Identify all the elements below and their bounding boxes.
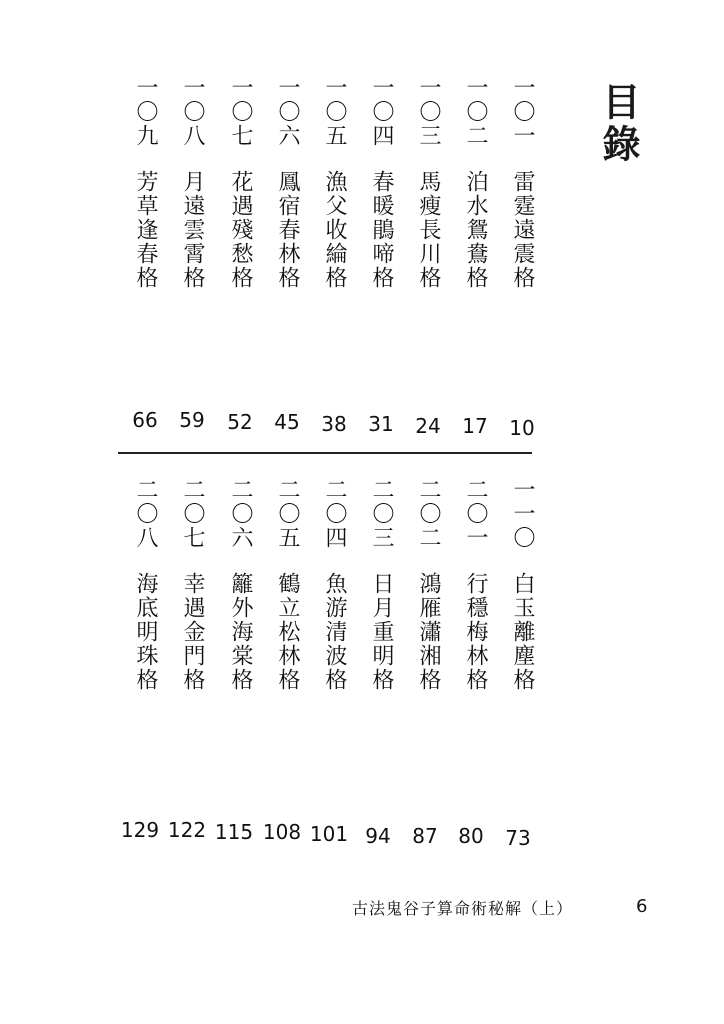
entry-number: 二〇六: [228, 478, 253, 550]
entry-name: 馬瘦長川格: [416, 170, 441, 290]
entry-number: 二〇八: [133, 478, 158, 550]
toc-entry: [172, 478, 212, 692]
page-number: 80: [458, 824, 484, 848]
toc-entry: [361, 76, 401, 290]
toc-entry: [502, 76, 542, 290]
page-number: 52: [227, 410, 253, 434]
entry-number: 一〇七: [228, 76, 253, 148]
entry-number: 一一〇: [510, 478, 535, 550]
book-title: 古法鬼谷子算命術秘解（上）: [352, 899, 574, 918]
entry-name: 月遠雲霄格: [180, 170, 205, 290]
divider-line: [118, 452, 532, 454]
entry-number: 二〇三: [369, 478, 394, 550]
toc-entry: [220, 478, 260, 692]
page-number: 31: [368, 412, 394, 436]
entry-name: 花遇殘愁格: [228, 170, 253, 290]
toc-entry: [267, 478, 307, 692]
page-number: 24: [415, 414, 441, 438]
entry-name: 海底明珠格: [133, 572, 158, 692]
entry-name: 雷霆遠震格: [510, 170, 535, 290]
entry-number: 一〇三: [416, 76, 441, 148]
entry-name: 行穩梅林格: [463, 572, 488, 692]
toc-entry: [502, 478, 542, 692]
entry-number: 二〇四: [322, 478, 347, 550]
entry-name: 鴻雁瀟湘格: [416, 572, 441, 692]
entry-name: 鶴立松林格: [275, 572, 300, 692]
footer-page-number: 6: [636, 896, 648, 917]
page-number: 59: [179, 408, 205, 432]
entry-number: 二〇一: [463, 478, 488, 550]
toc-entry: [125, 478, 165, 692]
toc-entry: [408, 478, 448, 692]
page-number: 66: [132, 408, 158, 432]
entry-number: 二〇二: [416, 478, 441, 550]
page-number: 45: [274, 410, 300, 434]
entry-name: 春暖鵑啼格: [369, 170, 394, 290]
entry-name: 籬外海棠格: [228, 572, 253, 692]
page-number: 73: [505, 826, 531, 850]
toc-entry: [267, 76, 307, 290]
page-number: 108: [262, 820, 302, 844]
page-number: 10: [509, 416, 535, 440]
toc-entry: [220, 76, 260, 290]
page-number: 87: [412, 824, 438, 848]
entry-number: 一〇九: [133, 76, 158, 148]
toc-entry: [408, 76, 448, 290]
page-number: 94: [365, 824, 391, 848]
entry-name: 鳳宿春林格: [275, 170, 300, 290]
page-number: 129: [120, 818, 160, 842]
toc-entry: [172, 76, 212, 290]
toc-entry: [125, 76, 165, 290]
page-number: 115: [214, 820, 254, 844]
entry-name: 幸遇金門格: [180, 572, 205, 692]
entry-number: 二〇七: [180, 478, 205, 550]
page-number: 122: [167, 818, 207, 842]
page-title: 目錄: [596, 82, 640, 166]
entry-number: 一〇四: [369, 76, 394, 148]
entry-name: 芳草逢春格: [133, 170, 158, 290]
page-number: 38: [321, 412, 347, 436]
entry-number: 一〇六: [275, 76, 300, 148]
entry-name: 漁父收綸格: [322, 170, 347, 290]
entry-number: 二〇五: [275, 478, 300, 550]
toc-entry: [314, 76, 354, 290]
page-number: 101: [309, 822, 349, 846]
entry-name: 魚游清波格: [322, 572, 347, 692]
entry-number: 一〇八: [180, 76, 205, 148]
entry-number: 一〇一: [510, 76, 535, 148]
entry-name: 白玉離塵格: [510, 572, 535, 692]
page-number: 17: [462, 414, 488, 438]
toc-entry: [314, 478, 354, 692]
entry-name: 泊水鴛鴦格: [463, 170, 488, 290]
toc-entry: [455, 76, 495, 290]
entry-number: 一〇二: [463, 76, 488, 148]
entry-number: 一〇五: [322, 76, 347, 148]
toc-entry: [455, 478, 495, 692]
toc-entry: [361, 478, 401, 692]
entry-name: 日月重明格: [369, 572, 394, 692]
